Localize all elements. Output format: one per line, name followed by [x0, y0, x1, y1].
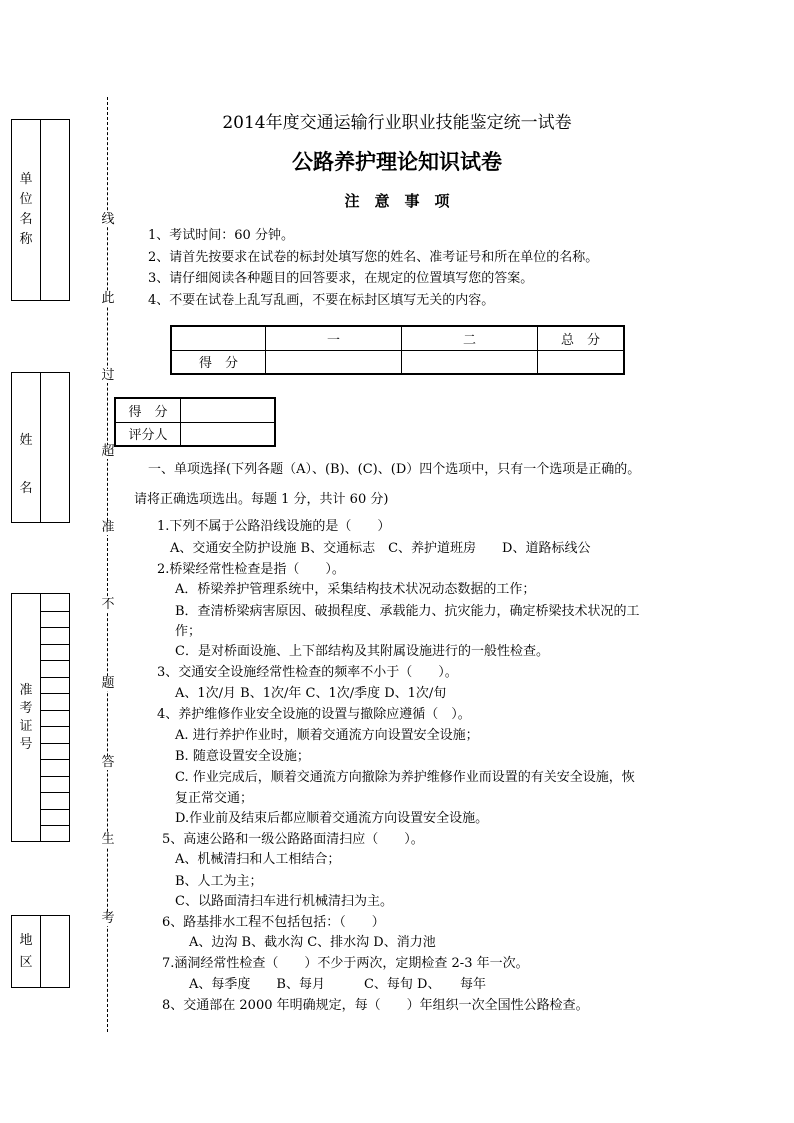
score-table-corner [171, 326, 266, 350]
exam-id-grid[interactable] [41, 594, 69, 841]
grid-line [41, 710, 69, 711]
question-line: A、1次/月 B、1次/年 C、1次/季度 D、1次/旬 [175, 686, 447, 701]
score-table [170, 325, 625, 375]
grid-line [41, 776, 69, 777]
question-line: 8、交通部在 2000 年明确规定，每（ ）年组织一次全国性公路检查。 [162, 998, 589, 1013]
seal-char: 线 [101, 212, 115, 227]
paper-title: 公路养护理论知识试卷 [292, 149, 502, 174]
seal-char: 生 [101, 832, 115, 847]
region-field[interactable] [41, 916, 69, 987]
seal-dashed-line [107, 97, 108, 1032]
name-label: 姓 名 [19, 433, 33, 496]
score-row-label: 得 分 [171, 350, 266, 374]
grader-score-label: 得 分 [115, 398, 181, 422]
region-label: 地 区 [19, 933, 33, 970]
question-line: 4、养护维修作业安全设施的设置与撤除应遵循（ ）。 [157, 707, 471, 722]
grid-line [41, 677, 69, 678]
question-line: C. 作业完成后，顺着交通流方向撤除为养护维修作业而设置的有关安全设施，恢 [175, 770, 635, 785]
grid-line [41, 809, 69, 810]
name-field[interactable] [41, 373, 69, 522]
question-line: 6、路基排水工程不包括包括：（ ） [162, 915, 385, 930]
notice-item: 4、不要在试卷上乱写乱画，不要在标封区填写无关的内容。 [148, 293, 495, 308]
question-line: C．是对桥面设施、上下部结构及其附属设施进行的一般性检查。 [175, 644, 549, 659]
seal-char: 题 [101, 676, 115, 691]
score-cell-2[interactable] [402, 350, 538, 374]
grid-line [41, 759, 69, 760]
score-col-1: 一 [266, 326, 402, 350]
question-line: 3、交通安全设施经常性检查的频率不小于（ ）。 [157, 665, 458, 680]
seal-char: 不 [101, 597, 115, 612]
section1-intro: 一、单项选择(下列各题（A）、(B)、(C)、(D）四个选项中，只有一个选项是正确的。 [148, 462, 641, 477]
grid-line [41, 644, 69, 645]
question-line: 2.桥梁经常性检查是指（ ）。 [157, 562, 345, 577]
question-line: 1.下列不属于公路沿线设施的是（ ） [157, 519, 391, 534]
question-line: D.作业前及结束后都应顺着交通流方向设置安全设施。 [175, 811, 489, 826]
question-line: A. 进行养护作业时，顺着交通流方向设置安全设施； [175, 728, 479, 743]
notice-item: 1、考试时间：60 分钟。 [148, 228, 294, 243]
seal-char: 超 [101, 444, 115, 459]
question-line: C、以路面清扫车进行机械清扫为主。 [175, 894, 393, 909]
seal-char: 答 [101, 755, 115, 770]
grader-table [114, 397, 276, 447]
unit-name-label: 单 位 名 称 [19, 172, 33, 247]
grid-line [41, 743, 69, 744]
region-box [11, 915, 70, 988]
exam-id-box [11, 593, 70, 842]
seal-char: 考 [101, 911, 115, 926]
question-line: B. 随意设置安全设施； [175, 749, 310, 764]
question-line: 作； [175, 624, 202, 639]
grader-name-cell[interactable] [181, 422, 276, 446]
grid-line [41, 726, 69, 727]
question-line: A．桥梁养护管理系统中，采集结构技术状况动态数据的工作； [175, 582, 536, 597]
grid-line [41, 792, 69, 793]
seal-char: 过 [101, 368, 115, 383]
score-cell-1[interactable] [266, 350, 402, 374]
question-line: A、交通安全防护设施 B、交通标志 C、养护道班房 D、道路标线公 [170, 541, 591, 556]
grid-line [41, 660, 69, 661]
question-line: A、边沟 B、截水沟 C、排水沟 D、消力池 [189, 935, 436, 950]
question-line: 复正常交通； [175, 791, 254, 806]
exam-series-title: 2014年度交通运输行业职业技能鉴定统一试卷 [222, 113, 572, 133]
notice-item: 2、请首先按要求在试卷的标封处填写您的姓名、准考证号和所在单位的名称。 [148, 250, 599, 265]
question-line: B、人工为主； [175, 874, 263, 889]
grid-line [41, 611, 69, 612]
score-cell-total[interactable] [538, 350, 625, 374]
score-col-total: 总 分 [538, 326, 625, 350]
section1-intro-cont: 请将正确选项选出。每题 1 分，共计 60 分) [134, 492, 389, 507]
score-col-2: 二 [402, 326, 538, 350]
question-line: B．查清桥梁病害原因、破损程度、承载能力、抗灾能力，确定桥梁技术状况的工 [175, 604, 640, 619]
exam-id-label: 准 考 证 号 [19, 683, 33, 752]
seal-char: 此 [101, 291, 115, 306]
grader-name-label: 评分人 [115, 422, 181, 446]
question-line: A、机械清扫和人工相结合； [175, 852, 341, 867]
grid-line [41, 627, 69, 628]
grid-line [41, 825, 69, 826]
question-line: 5、高速公路和一级公路路面清扫应（ ）。 [162, 832, 424, 847]
question-line: A、每季度 B、每月 C、每旬 D、 每年 [189, 977, 486, 992]
name-box [11, 372, 70, 523]
notice-title: 注 意 事 项 [344, 192, 450, 210]
question-line: 7.涵洞经常性检查（ ）不少于两次，定期检查 2-3 年一次。 [162, 956, 529, 971]
grid-line [41, 693, 69, 694]
notice-item: 3、请仔细阅读各种题目的回答要求，在规定的位置填写您的答案。 [148, 271, 534, 286]
seal-char: 准 [101, 520, 115, 535]
grader-score-cell[interactable] [181, 398, 276, 422]
